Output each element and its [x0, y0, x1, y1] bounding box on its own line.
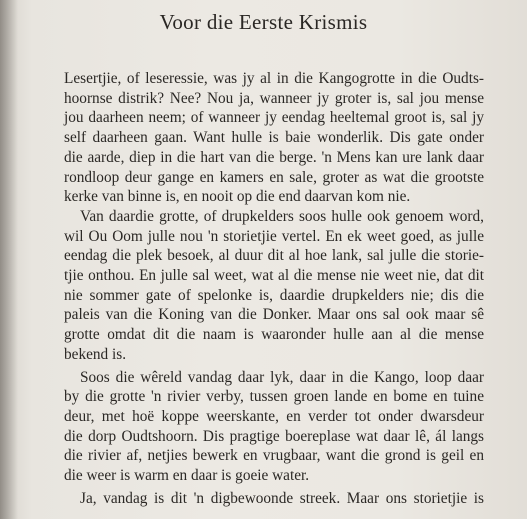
page-gutter-shadow [0, 0, 18, 519]
text-line: die dorp Oudtshoorn. Dis pragtige boereplase wat daar lê, ál langs [64, 427, 484, 445]
text-line: Ja, vandag is dit 'n digbewoonde streek. Maar ons storietjie is [80, 489, 484, 507]
text-line: hoornse distrik? Nee? Nou ja, wanneer jy groter is, sal jou mense [64, 89, 484, 107]
paragraph [64, 368, 484, 486]
text-line: paleis van die Koning van die Donker. Maar ons sal ook maar sê [64, 306, 484, 324]
text-line: bekend is. [64, 345, 127, 363]
text-line: jou daarheen neem; of wanneer jy eendag heeltemal groot is, sal jy [64, 109, 484, 127]
text-line: Soos die wêreld vandag daar lyk, daar in die Kango, loop daar [80, 368, 484, 386]
text-line: by die grotte 'n rivier verby, tussen groen lande en bome en tuine [64, 388, 484, 406]
body-text [64, 69, 484, 508]
chapter-title: Voor die Eerste Krismis [159, 10, 368, 34]
paragraph [64, 69, 484, 207]
paragraph [64, 489, 484, 509]
text-line: Lesertjie, of leseressie, was jy al in die Kangogrotte in die Oudts- [64, 70, 484, 87]
text-line: grotte omdat dit die naam is waaronder hulle aan al die mense [64, 326, 484, 344]
paragraph [64, 207, 484, 365]
text-line: Van daardie grotte, of drupkelders soos hulle ook genoem word, [80, 207, 484, 225]
text-line: die rivier af, netjies bewerk en vrugbaar, want die grond is geil en [64, 447, 484, 465]
text-line: wil Ou Oom julle nou 'n storietjie vertel. En ek weet goed, as julle [64, 227, 484, 245]
text-line: deur, met hoë koppe weerskante, en verder tot onder dwarsdeur [64, 407, 484, 425]
text-line: rondloop deur gange en kamers en sale, groter as wat die grootste [64, 168, 484, 186]
text-line: eendag die plek besoek, al duur dit al hoe lank, sal julle die storie- [64, 247, 484, 265]
text-line: die weer is warm en daar is goeie water. [64, 467, 310, 485]
text-line: tjie onthou. En julle sal weet, wat al die mense nie weet nie, dat dit [64, 267, 484, 285]
text-line: die aarde, diep in die hart van die berge. 'n Mens kan ure lank daar [64, 148, 484, 166]
text-line: self daarheen gaan. Want hulle is baie wonderlik. Dis gate onder [64, 129, 484, 147]
text-line: nie sommer gate of spelonke is, daardie drupkelders nie; dis die [64, 286, 484, 304]
text-line: kerke van binne is, en nooit op die end daarvan kom nie. [64, 188, 411, 206]
